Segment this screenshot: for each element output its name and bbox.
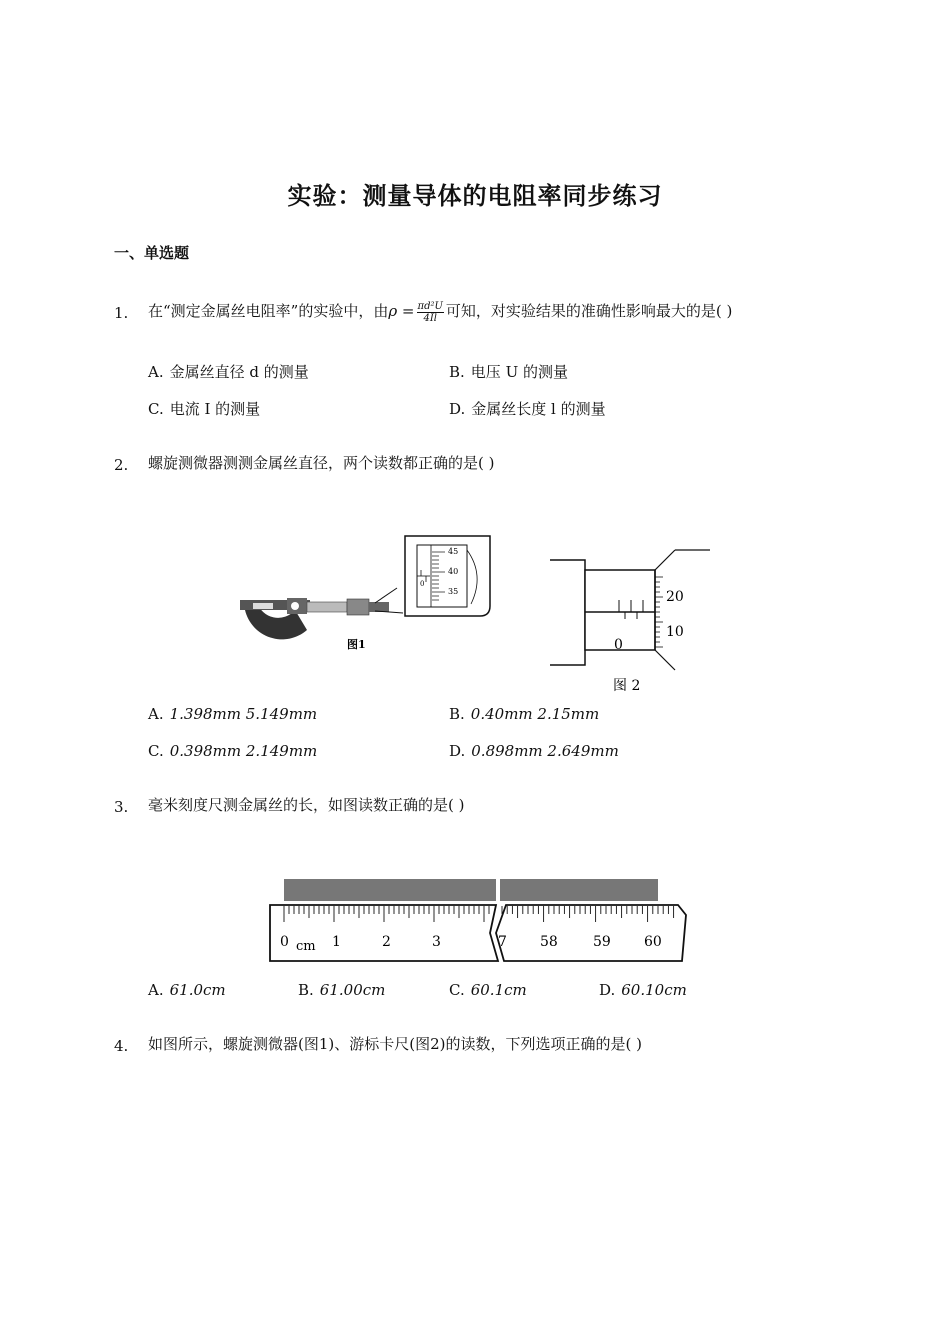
ruler-right [496,905,686,961]
option-text: 1.398mm 5.149mm [169,705,318,723]
q1-frac-den: 4Il [423,312,437,324]
fig2-tick-20: 20 [666,589,684,605]
option-text: 0.40mm 2.15mm [470,705,600,723]
fig2-tick-10: 10 [666,624,684,640]
ruler-label-59: 59 [593,934,611,950]
option-text: 0.398mm 2.149mm [169,742,318,760]
q3-option-b[interactable] [298,981,385,999]
option-letter: C. [449,981,465,999]
q1-frac-num: πd²U [417,300,443,312]
page-title: 实验：测量导体的电阻率同步练习 [287,182,663,210]
option-text: 金属丝长度 l 的测量 [471,400,606,418]
q3-number: 3. [114,798,129,816]
q2-option-a[interactable] [148,705,317,723]
option-letter: D. [449,400,466,418]
option-text: 60.1cm [470,981,527,999]
q1-number: 1. [114,304,129,322]
q1-text-post: 可知，对实验结果的准确性影响最大的是( ) [445,302,733,320]
option-text: 60.10cm [621,981,687,999]
q1-formula-fraction [417,301,444,324]
q2-option-b[interactable] [449,705,599,723]
q3-option-d[interactable] [599,981,687,999]
fig2-caption: 图 2 [613,678,641,694]
q1-option-b[interactable] [449,361,568,382]
ruler-label-1: 1 [332,934,341,950]
option-text: 61.00cm [319,981,386,999]
q1-option-a[interactable] [148,361,309,382]
option-letter: D. [449,742,466,760]
option-letter: B. [449,363,465,381]
option-letter: B. [298,981,314,999]
option-letter: A. [148,705,164,723]
fig1-tick-45: 45 [448,547,459,556]
ruler-label-cm: cm [296,939,316,954]
fig2-frame [550,560,585,665]
ruler-label-58: 58 [540,934,558,950]
option-text: 电压 U 的测量 [470,363,568,381]
q1-text [148,300,732,324]
q1-option-c[interactable] [148,398,260,419]
q2-number: 2. [114,456,129,474]
q3-text: 毫米刻度尺测金属丝的长，如图读数正确的是( ) [148,796,465,814]
q2-figure-1-micrometer [235,530,500,660]
wire-strip-right [500,879,658,901]
section-heading: 一、单选题 [114,244,190,262]
q3-option-c[interactable] [449,981,527,999]
q2-option-c[interactable] [148,742,317,760]
q1-rho: ρ = [388,302,415,320]
fig1-tick-40: 40 [448,567,459,576]
q3-option-a[interactable] [148,981,226,999]
fig1-caption: 图1 [347,638,366,651]
option-letter: A. [148,363,164,381]
option-text: 0.898mm 2.649mm [471,742,619,760]
option-letter: A. [148,981,164,999]
q3-ruler-figure [268,875,693,967]
ruler-label-7: 7 [498,934,507,950]
q2-option-d[interactable] [449,742,619,760]
fig2-zero: 0 [614,637,623,653]
wire-strip-left [284,879,496,901]
q2-text: 螺旋测微器测测金属丝直径，两个读数都正确的是( ) [148,454,495,472]
ruler-label-2: 2 [382,934,391,950]
q1-text-pre: 在“测定金属丝电阻率”的实验中，由 [148,302,389,320]
option-letter: C. [148,400,164,418]
ruler-label-3: 3 [432,934,441,950]
ruler-label-0: 0 [280,934,289,950]
q2-figure-2-micrometer-scale [545,545,715,695]
q4-text: 如图所示，螺旋测微器(图1)、游标卡尺(图2)的读数，下列选项正确的是( ) [148,1035,642,1053]
option-text: 61.0cm [169,981,226,999]
fig1-tick-35: 35 [448,587,459,596]
option-text: 电流 I 的测量 [169,400,261,418]
option-letter: B. [449,705,465,723]
option-letter: D. [599,981,616,999]
option-text: 金属丝直径 d 的测量 [169,363,309,381]
fig1-zero: 0 [420,580,425,588]
q1-option-d[interactable] [449,398,606,419]
ruler-label-60: 60 [644,934,662,950]
option-letter: C. [148,742,164,760]
q4-number: 4. [114,1037,129,1055]
